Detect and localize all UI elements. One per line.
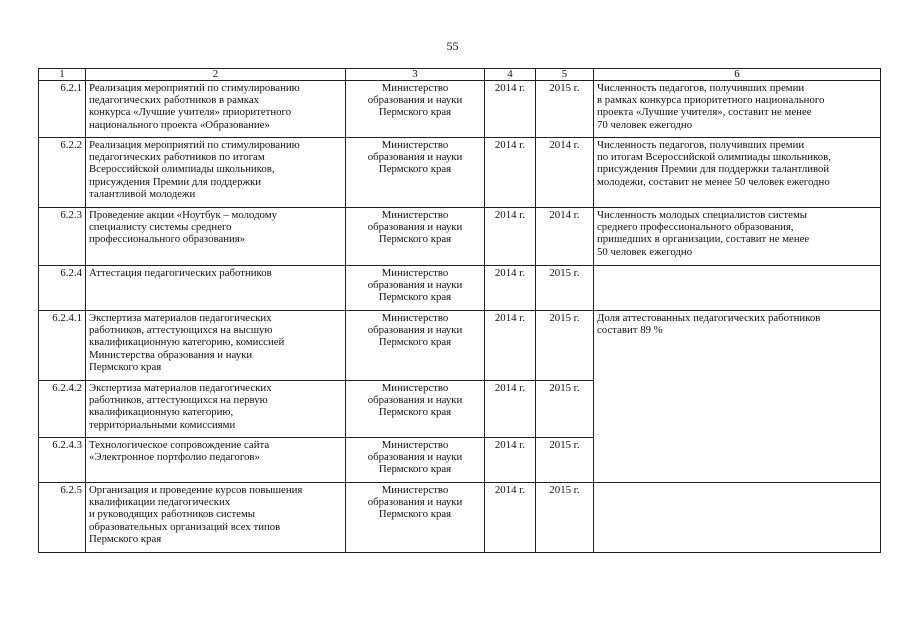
activity-name (86, 381, 346, 438)
end-year: 2015 г. (536, 266, 594, 311)
executor-text: Министерство образования и науки Пермского края (367, 209, 463, 246)
start-year: 2014 г. (485, 483, 536, 553)
table-row (39, 208, 881, 266)
item-number: 6.2.4 (39, 266, 86, 311)
start-year: 2014 г. (485, 381, 536, 438)
activities-table (38, 68, 881, 553)
expected-result (594, 311, 881, 483)
expected-result (594, 81, 881, 138)
item-number: 6.2.5 (39, 483, 86, 553)
end-year: 2015 г. (536, 81, 594, 138)
item-number: 6.2.1 (39, 81, 86, 138)
activity-name (86, 483, 346, 553)
executor (346, 483, 485, 553)
column-header-4: 4 (485, 69, 536, 81)
executor-text: Министерство образования и науки Пермского края (367, 439, 463, 476)
expected-result (594, 483, 881, 553)
executor (346, 266, 485, 311)
column-header-1: 1 (39, 69, 86, 81)
table-header-row (39, 69, 881, 81)
item-number: 6.2.4.1 (39, 311, 86, 381)
activity-name-text: Организация и проведение курсов повышения квалификации педагогических и руководящих работников системы образовательных организаций всех типов Пермского края (89, 484, 303, 545)
start-year: 2014 г. (485, 311, 536, 381)
executor (346, 311, 485, 381)
end-year: 2015 г. (536, 438, 594, 483)
item-number: 6.2.2 (39, 138, 86, 208)
activity-name (86, 311, 346, 381)
page-number: 55 (446, 39, 459, 53)
executor-text: Министерство образования и науки Пермского края (367, 312, 463, 349)
executor (346, 381, 485, 438)
expected-result-text: Доля аттестованных педагогических работников составит 89 % (597, 312, 821, 337)
executor-text: Министерство образования и науки Пермского края (367, 82, 463, 119)
column-header-6: 6 (594, 69, 881, 81)
start-year: 2014 г. (485, 438, 536, 483)
end-year: 2015 г. (536, 381, 594, 438)
activity-name (86, 138, 346, 208)
end-year: 2014 г. (536, 208, 594, 266)
end-year: 2015 г. (536, 483, 594, 553)
activity-name-text: Реализация мероприятий по стимулированию педагогических работников в рамках конкурса «Лучшие учителя» приоритетного национального проекта «Образование» (89, 82, 300, 131)
end-year: 2014 г. (536, 138, 594, 208)
column-header-5: 5 (536, 69, 594, 81)
column-header-2: 2 (86, 69, 346, 81)
table-row (39, 483, 881, 553)
executor-text: Министерство образования и науки Пермского края (367, 139, 463, 176)
end-year: 2015 г. (536, 311, 594, 381)
executor (346, 138, 485, 208)
start-year: 2014 г. (485, 138, 536, 208)
executor (346, 438, 485, 483)
expected-result-text: Численность молодых специалистов системы среднего профессионального образования, пришедших в организации, составит не менее 50 человек ежегодно (597, 209, 810, 258)
table-row (39, 81, 881, 138)
start-year: 2014 г. (485, 81, 536, 138)
expected-result (594, 138, 881, 208)
expected-result (594, 208, 881, 266)
executor-text: Министерство образования и науки Пермского края (367, 484, 463, 521)
activity-name (86, 81, 346, 138)
expected-result (594, 266, 881, 311)
executor (346, 208, 485, 266)
item-number: 6.2.4.2 (39, 381, 86, 438)
item-number: 6.2.4.3 (39, 438, 86, 483)
activity-name-text: Технологическое сопровождение сайта «Электронное портфолио педагогов» (89, 439, 270, 464)
activity-name-text: Экспертиза материалов педагогических работников, аттестующихся на первую квалификационную категорию, территориальными комиссиями (89, 382, 272, 431)
activity-name (86, 208, 346, 266)
activity-name-text: Реализация мероприятий по стимулированию педагогических работников по итогам Всероссийской олимпиады школьников, присуждения Премии для поддержки талантливой молодежи (89, 139, 300, 200)
table-row (39, 266, 881, 311)
activity-name-text: Проведение акции «Ноутбук – молодому специалисту системы среднего профессионального образования» (89, 209, 277, 246)
activity-name (86, 438, 346, 483)
table-row (39, 311, 881, 381)
expected-result-text: Численность педагогов, получивших премии по итогам Всероссийской олимпиады школьников, присуждения Премии для поддержки талантливой молодежи, составит не менее 50 человек ежегодно (597, 139, 831, 188)
executor (346, 81, 485, 138)
column-header-3: 3 (346, 69, 485, 81)
table-row (39, 138, 881, 208)
item-number: 6.2.3 (39, 208, 86, 266)
activity-name-text: Экспертиза материалов педагогических работников, аттестующихся на высшую квалификационную категорию, комиссией Министерства образования и науки Пермского края (89, 312, 285, 373)
activity-name (86, 266, 346, 311)
start-year: 2014 г. (485, 266, 536, 311)
executor-text: Министерство образования и науки Пермского края (367, 382, 463, 419)
expected-result-text: Численность педагогов, получивших премии в рамках конкурса приоритетного национального проекта «Лучшие учителя», составит не менее 70 человек ежегодно (597, 82, 825, 131)
activity-name-text: Аттестация педагогических работников (89, 267, 272, 279)
start-year: 2014 г. (485, 208, 536, 266)
executor-text: Министерство образования и науки Пермского края (367, 267, 463, 304)
